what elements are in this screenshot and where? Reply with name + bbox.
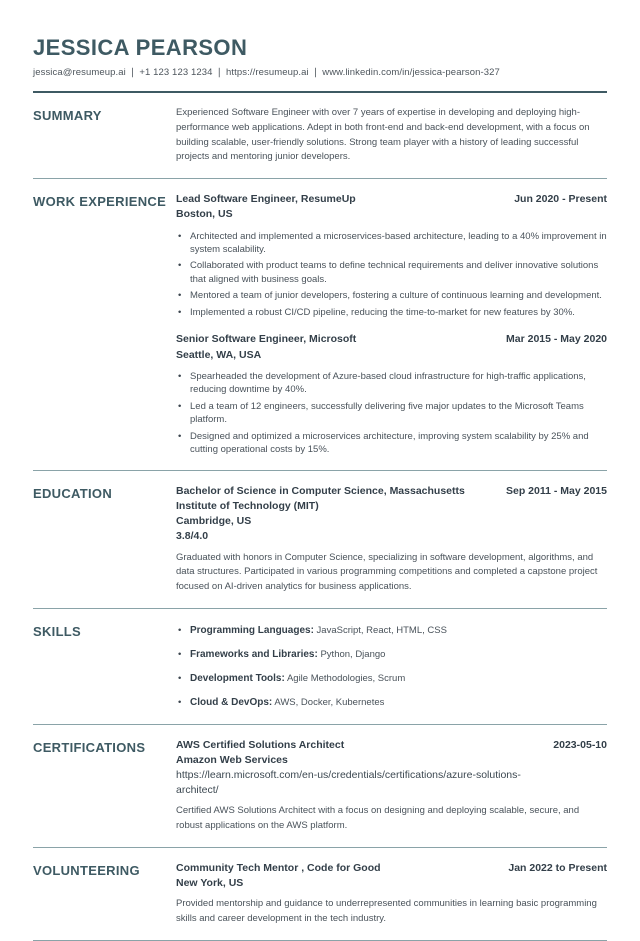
certification-url-link[interactable]: https://learn.microsoft.com/en-us/credentials/certifications/azure-solutions-architect/ <box>176 768 521 797</box>
job-date-range: Mar 2015 - May 2020 <box>506 333 607 346</box>
job-bullet: • Architected and implemented a microservices-based architecture, leading to a 40% improvement in system scalability. <box>176 230 607 257</box>
certification-issuer: Amazon Web Services <box>176 753 288 766</box>
skill-values: AWS, Docker, Kubernetes <box>274 697 385 709</box>
education-gpa: 3.8/4.0 <box>176 530 209 543</box>
skill-values: Python, Django <box>320 648 386 660</box>
education-entry <box>176 484 607 595</box>
job-entry <box>176 332 607 456</box>
education-location: Cambridge, US <box>176 515 252 528</box>
job-bullet: • Spearheaded the development of Azure-based cloud infrastructure for high-traffic applications, reducing downtime by 40%. <box>176 370 607 397</box>
contact-line: jessica@resumeup.ai ❘ +1 123 123 1234 ❘ https://resumeup.ai ❘ www.linkedin.com/in/jessica-pearson-327 <box>33 67 500 79</box>
skill-category: Development Tools: <box>190 673 285 685</box>
skill-values: Agile Methodologies, Scrum <box>286 673 406 685</box>
skill-list <box>176 624 607 711</box>
section-heading-certifications: CERTIFICATIONS <box>33 739 146 755</box>
skill-item <box>176 648 607 662</box>
candidate-name: JESSICA PEARSON <box>33 35 248 60</box>
certification-entry <box>176 738 607 834</box>
section-education <box>33 471 607 609</box>
job-bullet: • Led a team of 12 engineers, successfully delivering five major updates to the Microsoft Teams platform. <box>176 400 607 427</box>
job-bullet-list <box>176 370 607 457</box>
section-skills <box>33 609 607 725</box>
job-entry <box>176 192 607 319</box>
skill-item <box>176 672 607 686</box>
certification-description: Certified AWS Solutions Architect with a focus on designing and deploying scalable, secure, and robust applications on the AWS platform. <box>176 805 580 832</box>
volunteering-title: Community Tech Mentor , Code for Good <box>176 861 381 874</box>
job-bullet: • Mentored a team of junior developers, fostering a culture of continuous learning and development. <box>176 289 607 302</box>
job-bullet: • Designed and optimized a microservices architecture, improving system scalability by 25% and cutting operational costs by 15%. <box>176 430 607 457</box>
section-volunteering <box>33 848 607 941</box>
job-location: Seattle, WA, USA <box>176 348 262 361</box>
skill-category: Frameworks and Libraries: <box>190 648 318 660</box>
education-date-range: Sep 2011 - May 2015 <box>506 484 607 497</box>
job-date-range: Jun 2020 - Present <box>514 193 607 206</box>
skill-values: JavaScript, React, HTML, CSS <box>316 624 447 636</box>
volunteering-description: Provided mentorship and guidance to underrepresented communities in learning basic programming skills and career development in the tech industry. <box>176 898 597 924</box>
section-heading-work-experience: WORK EXPERIENCE <box>33 194 167 210</box>
job-title: Lead Software Engineer, ResumeUp <box>176 193 356 206</box>
education-degree: Bachelor of Science in Computer Science, Massachusetts Institute of Technology (MIT) <box>176 484 465 512</box>
section-summary <box>33 93 607 179</box>
section-heading-summary: SUMMARY <box>33 108 102 124</box>
job-bullet: • Collaborated with product teams to define technical requirements and deliver innovative solutions that aligned with business goals. <box>176 259 607 286</box>
skill-category: Cloud & DevOps: <box>190 697 273 709</box>
section-heading-volunteering: VOLUNTEERING <box>33 862 140 878</box>
resume-header <box>33 36 607 93</box>
certification-name: AWS Certified Solutions Architect <box>176 738 345 751</box>
job-title: Senior Software Engineer, Microsoft <box>176 333 357 346</box>
volunteering-entry <box>176 861 607 927</box>
section-work-experience <box>33 179 607 471</box>
education-description: Graduated with honors in Computer Science, specializing in software development, algorithms, and data structures. Participated in various programming competitions and completed a capstone project focused on AI-driven analytics for business applications. <box>176 551 598 593</box>
section-heading-skills: SKILLS <box>33 623 82 639</box>
skill-item <box>176 696 607 710</box>
job-bullet-list <box>176 230 607 320</box>
summary-text: Experienced Software Engineer with over 7 years of expertise in developing and deploying high-performance web applications. Adept in both front-end and back-end development, with a focus on building scalable, user-friendly solutions. Strong team player with a history of leading successful projects and mentoring junior developers. <box>176 107 590 163</box>
volunteering-location: New York, US <box>176 877 244 890</box>
job-bullet: • Implemented a robust CI/CD pipeline, reducing the time-to-market for new features by 30%. <box>176 306 607 319</box>
section-heading-education: EDUCATION <box>33 485 113 501</box>
skill-item <box>176 624 607 638</box>
certification-date: 2023-05-10 <box>553 738 607 751</box>
skill-category: Programming Languages: <box>190 624 314 636</box>
section-certifications <box>33 725 607 848</box>
volunteering-date-range: Jan 2022 to Present <box>508 861 607 874</box>
job-location: Boston, US <box>176 208 233 221</box>
